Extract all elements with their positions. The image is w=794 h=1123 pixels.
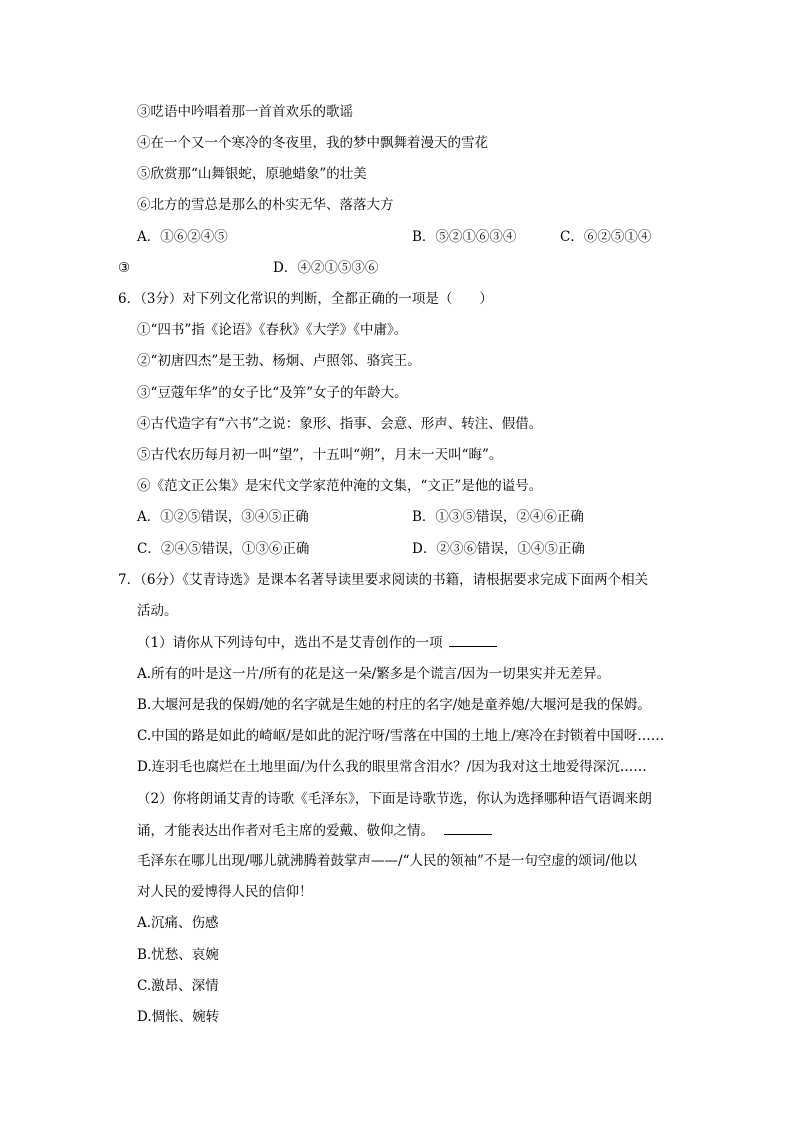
q7-sub1-prompt-text: （1）请你从下列诗句中，选出不是艾青创作的一项: [137, 635, 443, 651]
answer-blank: [449, 633, 497, 647]
q6-item-3: ③“豆蔻年华”的女子比“及笄”女子的年龄大。: [137, 385, 408, 401]
q6-stem: 6．（3分）对下列文化常识的判断，全都正确的一项是（ ）: [118, 291, 493, 307]
q6-item-4: ④古代造字有“六书”之说：象形、指事、会意、形声、转注、假借。: [137, 416, 543, 432]
q6-item-2: ②“初唐四杰”是王勃、杨炯、卢照邻、骆宾王。: [137, 353, 421, 369]
q6-item-1: ①“四书”指《论语》《春秋》《大学》《中庸》。: [137, 322, 408, 338]
answer-blank: [444, 821, 492, 835]
q7-poem-line-1: 毛泽东在哪儿出现/哪儿就沸腾着鼓掌声——/“人民的领袖”不是一句空虚的颂词/他以: [137, 853, 637, 869]
q7-sub2-prompt-text: 诵，才能表达出作者对毛主席的爱戴、敬仰之情。: [137, 823, 434, 839]
q5-option-a-continuation: ③: [118, 260, 131, 276]
q5-option-d: D．④②①⑤③⑥: [273, 260, 379, 276]
q7-sub2-option-a: A.沉痛、伤感: [137, 915, 219, 931]
q7-sub1-option-c: C.中国的路是如此的崎岖/是如此的泥泞呀/雪落在中国的土地上/寒冷在封锁着中国呀……: [137, 728, 665, 744]
q5-item-3: ③呓语中吟唱着那一首首欢乐的歌谣: [137, 104, 353, 120]
q5-option-a: A．①⑥②④⑤: [137, 229, 228, 245]
q5-item-4: ④在一个又一个寒冷的冬夜里，我的梦中飘舞着漫天的雪花: [137, 135, 488, 151]
q7-sub2-prompt-line-1: （2）你将朗诵艾青的诗歌《毛泽东》，下面是诗歌节选，你认为选择哪种语气语调来朗: [137, 791, 652, 807]
q7-sub1-prompt: [137, 633, 497, 652]
q7-stem-line-2: 活动。: [137, 603, 178, 619]
q7-sub2-option-d: D.惆怅、婉转: [137, 1009, 220, 1025]
q7-sub2-prompt-line-2: [137, 821, 492, 840]
q6-option-c: C．②④⑤错误，①③⑥正确: [137, 541, 310, 557]
q5-item-5: ⑤欣赏那“山舞银蛇，原驰蜡象”的壮美: [137, 166, 367, 182]
q6-item-5: ⑤古代农历每月初一叫“望”，十五叫“朔”，月末一天叫“晦”。: [137, 447, 503, 463]
q7-sub1-option-b: B.大堰河是我的保姆/她的名字就是生她的村庄的名字/她是童养媳/大堰河是我的保姆。: [137, 697, 651, 713]
q6-item-6: ⑥《范文正公集》是宋代文学家范仲淹的文集，“文正”是他的谥号。: [137, 478, 543, 494]
q7-poem-line-2: 对人民的爱博得人民的信仰！: [137, 884, 313, 900]
q6-option-a: A．①②⑤错误，③④⑤正确: [137, 509, 309, 525]
q7-sub2-option-c: C.激昂、深情: [137, 978, 219, 994]
q7-sub1-option-a: A.所有的叶是这一片/所有的花是这一朵/繁多是个谎言/因为一切果实并无差异。: [137, 666, 611, 682]
q6-option-d: D．②③⑥错误，①④⑤正确: [412, 541, 585, 557]
q6-option-b: B．①③⑤错误，②④⑥正确: [412, 509, 584, 525]
q7-stem-line-1: 7．（6分）《艾青诗选》是课本名著导读里要求阅读的书籍，请根据要求完成下面两个相关: [118, 572, 649, 588]
q5-option-b: B．⑤②①⑥③④: [412, 229, 517, 245]
q5-option-c: C．⑥②⑤①④: [560, 229, 652, 245]
q7-sub1-option-d: D.连羽毛也腐烂在土地里面/为什么我的眼里常含泪水？/因为我对这土地爱得深沉……: [137, 759, 647, 775]
q5-item-6: ⑥北方的雪总是那么的朴实无华、落落大方: [137, 197, 394, 213]
q7-sub2-option-b: B.忧愁、哀婉: [137, 947, 219, 963]
